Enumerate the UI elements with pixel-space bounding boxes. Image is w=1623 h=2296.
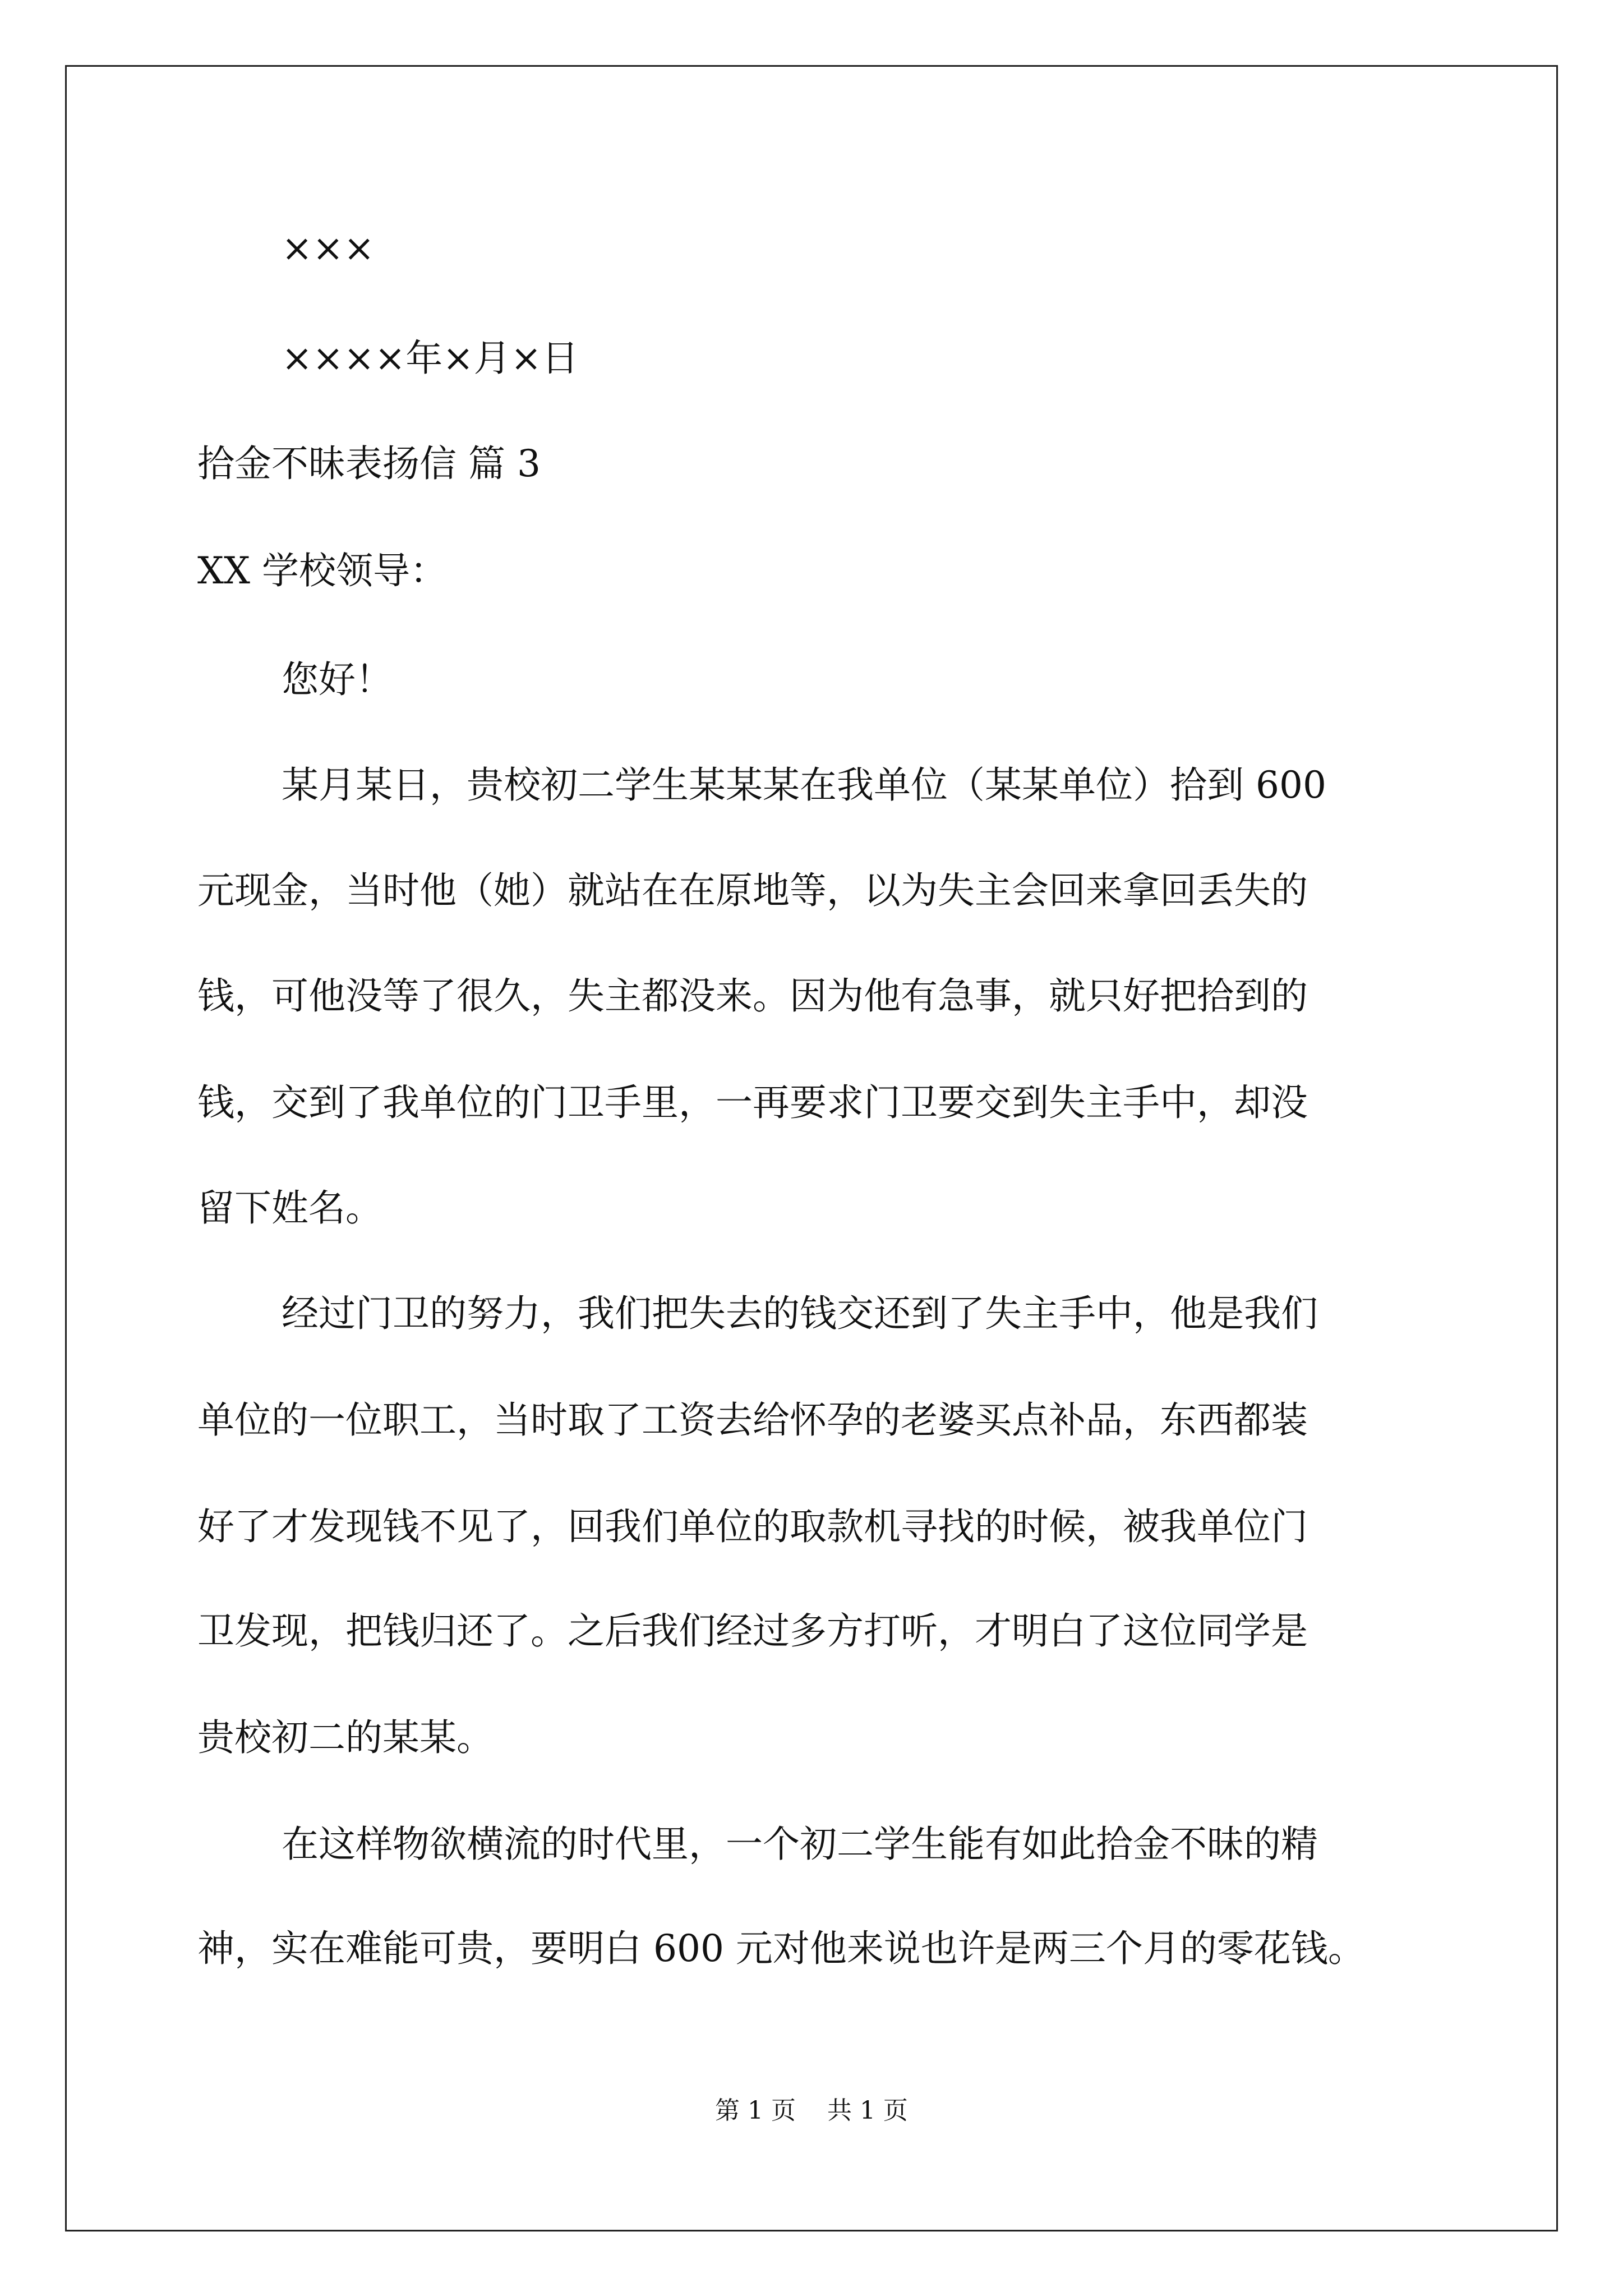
paragraph-line: 某月某日，贵校初二学生某某某在我单位（某某单位）拾到 600 bbox=[282, 763, 1326, 807]
paragraph-line: 在这样物欲横流的时代里，一个初二学生能有如此拾金不昧的精 bbox=[282, 1823, 1318, 1866]
paragraph-line: 好了才发现钱不见了，回我们单位的取款机寻找的时候，被我单位门 bbox=[197, 1505, 1308, 1548]
paragraph-line: 留下姓名。 bbox=[197, 1186, 382, 1230]
page-number: 第 1 页 共 1 页 bbox=[715, 2096, 908, 2125]
paragraph-line: 经过门卫的努力，我们把失去的钱交还到了失主手中，他是我们 bbox=[282, 1292, 1318, 1335]
paragraph-line: 钱，可他没等了很久，失主都没来。因为他有急事，就只好把拾到的 bbox=[197, 974, 1308, 1018]
paragraph-line: 神，实在难能可贵，要明白 600 元对他来说也许是两三个月的零花钱。 bbox=[197, 1927, 1365, 1970]
greeting: 您好！ bbox=[282, 658, 393, 701]
paragraph-line: 钱，交到了我单位的门卫手里，一再要求门卫要交到失主手中，却没 bbox=[197, 1081, 1308, 1124]
signature-name: ××× bbox=[282, 227, 375, 270]
salutation: XX 学校领导： bbox=[197, 549, 447, 592]
paragraph-line: 卫发现，把钱归还了。之后我们经过多方打听，才明白了这位同学是 bbox=[197, 1609, 1308, 1653]
section-title: 拾金不昧表扬信 篇 3 bbox=[197, 442, 541, 485]
signature-date: ××××年×月×日 bbox=[282, 337, 579, 380]
paragraph-line: 贵校初二的某某。 bbox=[197, 1716, 494, 1759]
page-border bbox=[65, 65, 1558, 2231]
paragraph-line: 元现金，当时他（她）就站在在原地等，以为失主会回来拿回丢失的 bbox=[197, 869, 1308, 912]
paragraph-line: 单位的一位职工，当时取了工资去给怀孕的老婆买点补品，东西都装 bbox=[197, 1398, 1308, 1442]
